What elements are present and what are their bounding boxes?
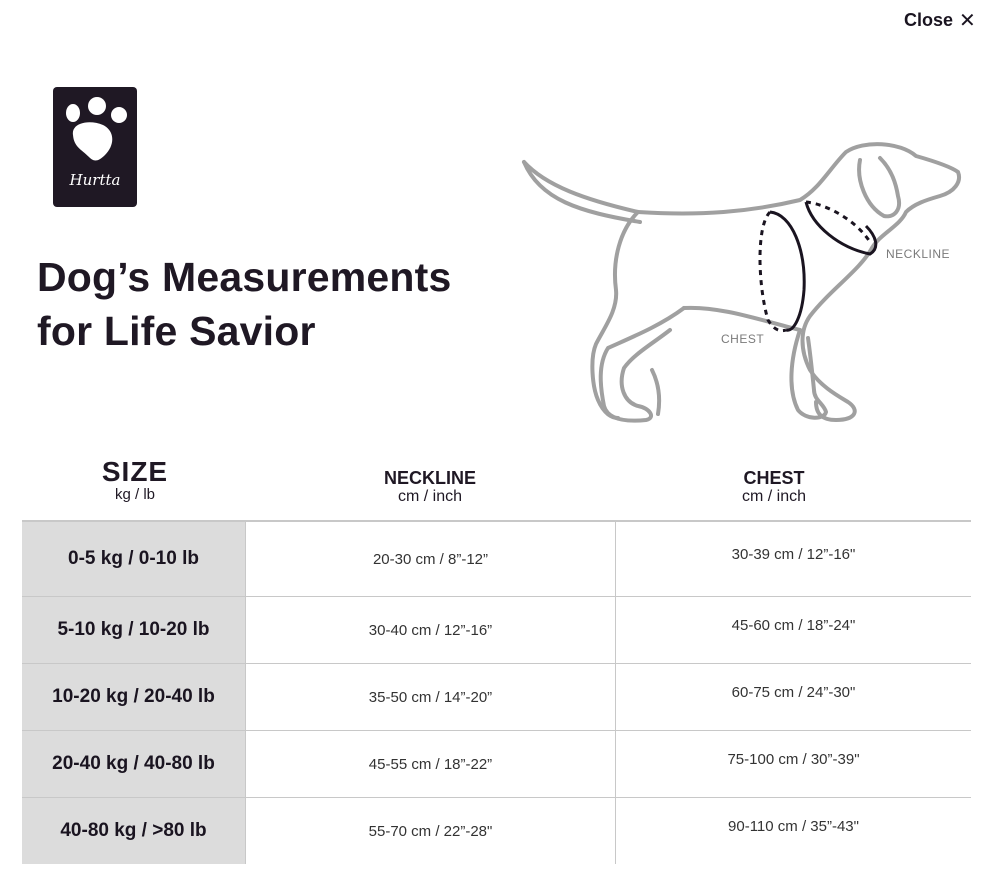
- neckline-header-title: NECKLINE: [383, 468, 476, 488]
- neckline-header-unit: cm / inch: [397, 488, 462, 505]
- size-cell: 20-40 kg / 40-80 lb: [22, 731, 246, 797]
- neckline-cell: 35-50 cm / 14”-20”: [246, 664, 616, 730]
- neckline-cell: 20-30 cm / 8”-12”: [246, 522, 616, 596]
- page-title: [37, 250, 451, 358]
- table-row: [22, 664, 971, 731]
- neckline-column-header: [330, 468, 530, 506]
- size-cell: 5-10 kg / 10-20 lb: [22, 597, 246, 663]
- chest-cell: 75-100 cm / 30”-39": [727, 750, 860, 768]
- table-row: [22, 597, 971, 664]
- chest-header-title: CHEST: [743, 468, 805, 488]
- close-label: Close: [904, 10, 954, 30]
- size-cell: 0-5 kg / 0-10 lb: [22, 522, 246, 596]
- table-row: [22, 731, 971, 798]
- neckline-cell: 45-55 cm / 18”-22”: [246, 731, 616, 797]
- table-row: [22, 522, 971, 597]
- size-cell: 10-20 kg / 20-40 lb: [22, 664, 246, 730]
- size-header-unit: kg / lb: [114, 486, 156, 503]
- close-button[interactable]: [904, 10, 976, 31]
- table-row: [22, 798, 971, 864]
- neckline-cell: 30-40 cm / 12”-16”: [246, 597, 616, 663]
- chest-cell: 90-110 cm / 35”-43": [728, 817, 859, 835]
- neckline-label: NECKLINE: [886, 247, 951, 261]
- size-cell: 40-80 kg / >80 lb: [22, 798, 246, 864]
- brand-logo: [53, 87, 137, 207]
- chest-label: CHEST: [721, 332, 765, 346]
- chest-header-unit: cm / inch: [741, 488, 806, 505]
- chest-cell: 45-60 cm / 18”-24": [731, 616, 856, 634]
- size-column-header: [80, 458, 190, 504]
- chest-cell: 60-75 cm / 24”-30": [731, 683, 856, 701]
- title-line-1: Dog’s Measurements: [37, 254, 452, 300]
- chest-column-header: [674, 468, 874, 506]
- chest-cell: 30-39 cm / 12”-16": [731, 545, 856, 563]
- neckline-cell: 55-70 cm / 22”-28": [246, 798, 616, 864]
- logo-text: Hurtta: [69, 171, 121, 189]
- paw-icon: [53, 87, 137, 177]
- close-icon: ✕: [959, 9, 976, 32]
- dog-illustration: [500, 130, 970, 430]
- title-line-2: for Life Savior: [37, 308, 316, 354]
- size-table: [22, 520, 971, 862]
- size-header-title: SIZE: [101, 456, 169, 487]
